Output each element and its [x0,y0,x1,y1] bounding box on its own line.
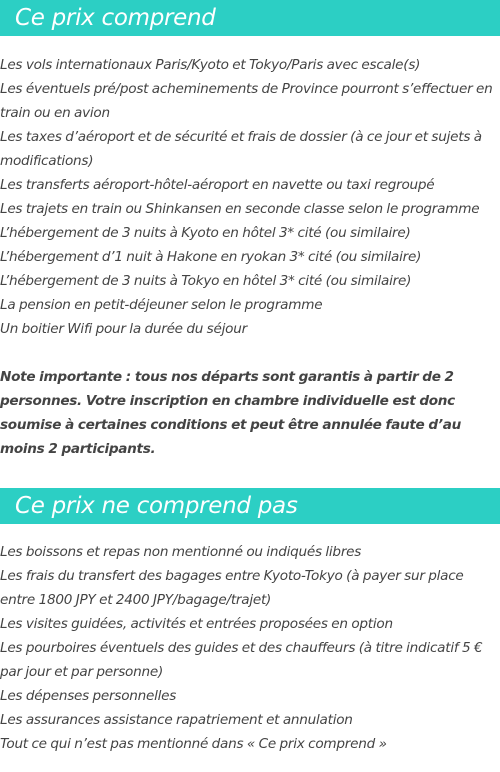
list-item: L’hébergement de 3 nuits à Kyoto en hôtel 3* cité (ou similaire) [0,225,411,241]
list-item: La pension en petit-déjeuner selon le programme [0,297,323,313]
list-item: Les vols internationaux Paris/Kyoto et Tokyo/Paris avec escale(s) [0,57,421,73]
list-item: Les pourboires éventuels des guides et des chauffeurs (à titre indicatif 5 € par jour et par personne) [0,640,483,680]
list-item: Les frais du transfert des bagages entre Kyoto-Tokyo (à payer sur place entre 1800 JPY et 2400 JPY/bagage/trajet) [0,568,464,608]
list-item: Les assurances assistance rapatriement et annulation [0,712,353,728]
excludes-section-title: Ce prix ne comprend pas [0,488,500,524]
list-item: Un boitier Wifi pour la durée du séjour [0,321,247,337]
list-item: Tout ce qui n’est pas mentionné dans « Ce prix comprend » [0,736,387,752]
list-item: Les visites guidées, activités et entrées proposées en option [0,616,393,632]
list-item: Les transferts aéroport-hôtel-aéroport en navette ou taxi regroupé [0,177,435,193]
list-item: Les trajets en train ou Shinkansen en seconde classe selon le programme [0,201,480,217]
list-item: Les boissons et repas non mentionné ou indiqués libres [0,544,362,560]
excludes-list [0,540,500,756]
list-item: L’hébergement d’1 nuit à Hakone en ryokan 3* cité (ou similaire) [0,249,422,265]
list-item: L’hébergement de 3 nuits à Tokyo en hôtel 3* cité (ou similaire) [0,273,412,289]
list-item: Les éventuels pré/post acheminements de Province pourront s’effectuer en train ou en avion [0,81,493,121]
list-item: Les taxes d’aéroport et de sécurité et frais de dossier (à ce jour et sujets à modifications) [0,129,482,169]
list-item: Les dépenses personnelles [0,688,177,704]
includes-section-title: Ce prix comprend [0,0,500,36]
includes-list [0,53,500,341]
important-note: Note importante : tous nos départs sont garantis à partir de 2 personnes. Votre inscription en chambre individuelle est donc soumise à certaines conditions et peut être annulée faute d’au moins 2 participants. [0,369,461,457]
